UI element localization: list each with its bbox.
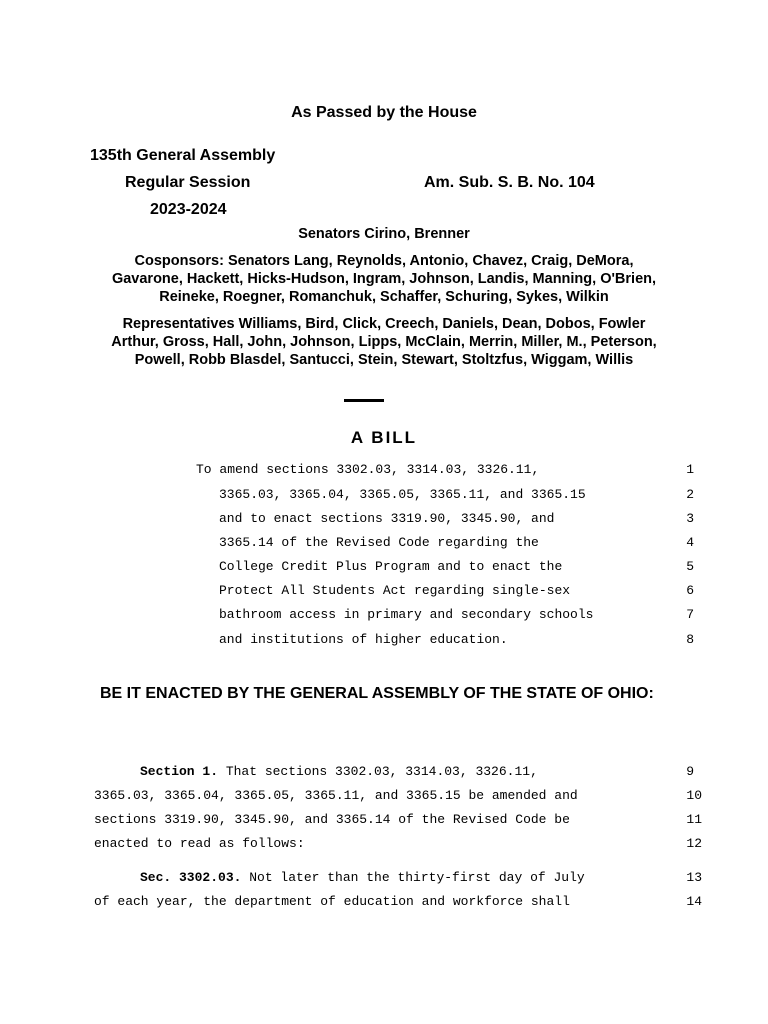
bill-heading: A BILL — [350, 428, 418, 447]
sec-3302-03-text: Not later than the thirty-first day of July — [241, 870, 585, 885]
title-line: 3365.14 of the Revised Code regarding the — [219, 535, 539, 550]
title-line: and to enact sections 3319.90, 3345.90, and — [219, 511, 555, 526]
bill-number: Am. Sub. S. B. No. 104 — [424, 174, 595, 191]
title-line: College Credit Plus Program and to enact the — [219, 559, 563, 574]
line-number: 5 — [686, 559, 694, 574]
line-number: 2 — [686, 487, 694, 502]
line-number: 7 — [686, 607, 694, 622]
title-line: and institutions of higher education. — [219, 632, 508, 647]
title-line: 3365.03, 3365.04, 3365.05, 3365.11, and 3365.15 — [219, 487, 586, 502]
sec-3302-03-first-line — [140, 870, 585, 885]
line-number: 3 — [686, 511, 694, 526]
section-1-line: enacted to read as follows: — [94, 836, 305, 851]
line-number: 1 — [686, 462, 694, 477]
senate-cosponsors-line: Reineke, Roegner, Romanchuk, Schaffer, Schuring, Sykes, Wilkin — [159, 289, 609, 305]
senate-cosponsors-line: Gavarone, Hackett, Hicks-Hudson, Ingram, Johnson, Landis, Manning, O'Brien, — [111, 271, 657, 287]
line-number: 12 — [686, 836, 702, 851]
section-1-first-line — [140, 764, 538, 779]
line-number: 10 — [686, 788, 702, 803]
session-years: 2023-2024 — [150, 201, 227, 218]
bill-status: As Passed by the House — [291, 104, 477, 121]
house-cosponsors-line: Powell, Robb Blasdel, Santucci, Stein, Stewart, Stoltzfus, Wiggam, Willis — [134, 352, 634, 368]
sec-3302-03-line: of each year, the department of education and workforce shall — [94, 894, 570, 909]
session-label: Regular Session — [125, 174, 251, 191]
title-line: Protect All Students Act regarding single-sex — [219, 583, 571, 598]
section-1-line: 3365.03, 3365.04, 3365.05, 3365.11, and 3365.15 be amended and — [94, 788, 578, 803]
house-cosponsors — [60, 315, 708, 369]
section-1-line: sections 3319.90, 3345.90, and 3365.14 of the Revised Code be — [94, 812, 570, 827]
enacting-clause: BE IT ENACTED BY THE GENERAL ASSEMBLY OF THE STATE OF OHIO: — [100, 685, 654, 702]
general-assembly: 135th General Assembly — [90, 147, 276, 164]
house-cosponsors-line: Arthur, Gross, Hall, John, Johnson, Lipps, McClain, Merrin, Miller, M., Peterson, — [111, 334, 657, 350]
title-line: To amend sections 3302.03, 3314.03, 3326.11, — [196, 462, 540, 477]
house-cosponsors-line: Representatives Williams, Bird, Click, Creech, Daniels, Dean, Dobos, Fowler — [122, 316, 646, 332]
senate-cosponsors-line: Cosponsors: Senators Lang, Reynolds, Antonio, Chavez, Craig, DeMora, — [134, 253, 634, 269]
primary-sponsors: Senators Cirino, Brenner — [298, 226, 470, 242]
line-number: 14 — [686, 894, 702, 909]
section-1-text: That sections 3302.03, 3314.03, 3326.11, — [218, 764, 538, 779]
line-number: 4 — [686, 535, 694, 550]
senate-cosponsors — [60, 252, 708, 306]
title-line: bathroom access in primary and secondary schools — [219, 607, 594, 622]
section-1-label: Section 1. — [140, 764, 219, 779]
sec-3302-03-label: Sec. 3302.03. — [140, 870, 242, 885]
line-number: 11 — [686, 812, 702, 827]
line-number: 9 — [686, 764, 694, 779]
line-number: 8 — [686, 632, 694, 647]
divider-rule — [344, 399, 384, 402]
line-number: 6 — [686, 583, 694, 598]
line-number: 13 — [686, 870, 702, 885]
